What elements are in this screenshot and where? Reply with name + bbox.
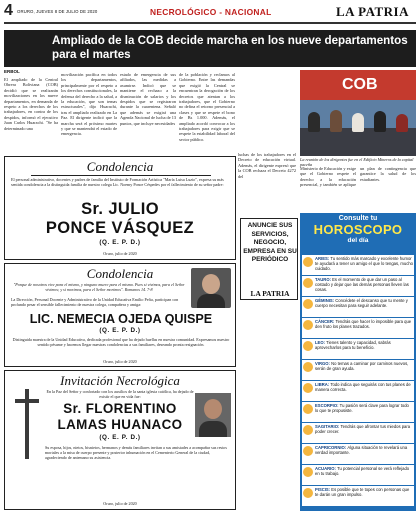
horoscope-title-line-1: Consulte tu bbox=[338, 215, 378, 222]
banner-text: COB bbox=[342, 76, 378, 93]
rip-text: (Q. E. P. D.) bbox=[99, 434, 141, 441]
horoscope-sign bbox=[302, 381, 414, 401]
notice-footer: Oruro, julio de 2020 bbox=[103, 359, 137, 364]
horoscope-sign-text bbox=[315, 487, 413, 497]
horoscope-sign bbox=[302, 297, 414, 317]
sign-name: LEO: bbox=[315, 340, 327, 345]
horoscope-sign-text bbox=[315, 277, 413, 292]
sign-prediction: Tu pasión será clave para lograr todo lo que te propusiste. bbox=[315, 403, 409, 413]
sign-prediction: Todo indica que seguirás con tus planes de manera correcta. bbox=[315, 382, 411, 392]
notice-title: Invitación Necrológica bbox=[60, 373, 180, 388]
condolence-notice-1 bbox=[4, 156, 236, 260]
notice-body: Distinguida maestra de la Unidad Educativa, dedicada profesional que ha dejado huellas en nuestra comunidad. Expresamos nuestro sentido pésame y hacemos llegar nuestras condolencias a sus familiares, deseando pronta resignación. bbox=[12, 337, 230, 347]
deceased-name-line-1: Sr. FLORENTINO bbox=[63, 401, 177, 416]
horoscope-title-line-2: HOROSCOPO bbox=[313, 222, 403, 237]
horoscope-sign bbox=[302, 444, 414, 464]
newspaper-logo: LA PATRIA bbox=[336, 4, 409, 19]
horoscope-title-line-3: del día bbox=[347, 237, 369, 244]
photo-table bbox=[300, 128, 416, 156]
sign-prediction: Es posible que te topes con personas que te darán un gran impulso. bbox=[315, 487, 410, 497]
horoscope-panel bbox=[300, 213, 416, 511]
ad-logo: LA PATRIA bbox=[250, 289, 290, 298]
title-rule bbox=[31, 175, 211, 176]
photo-shoulders bbox=[197, 294, 225, 308]
sign-name: ACUARIO: bbox=[315, 466, 338, 471]
person-figure bbox=[308, 112, 320, 132]
zodiac-icon bbox=[303, 341, 313, 351]
sign-prediction: Tendrás que afrontar tus miedos para poder crecer. bbox=[315, 424, 411, 434]
zodiac-icon bbox=[303, 278, 313, 288]
horoscope-sign bbox=[302, 360, 414, 380]
sign-name: SAGITARIO: bbox=[315, 424, 341, 429]
sign-name: PISCIS: bbox=[315, 487, 332, 492]
horoscope-sign-text bbox=[315, 466, 413, 476]
zodiac-icon bbox=[303, 467, 313, 477]
horoscope-sign bbox=[302, 255, 414, 275]
person-figure bbox=[396, 114, 408, 132]
sign-name: CAPRICORNIO: bbox=[315, 445, 348, 450]
header-divider bbox=[4, 22, 416, 24]
horoscope-sign-text bbox=[315, 361, 413, 371]
horoscope-sign bbox=[302, 465, 414, 485]
zodiac-icon bbox=[303, 425, 313, 435]
ad-text: ANUNCIE SUS SERVICIOS, NEGOCIO, EMPRESA EN SU PERIÓDICO bbox=[243, 222, 297, 264]
deceased-name: LIC. NEMECIA OJEDA QUISPE bbox=[29, 312, 213, 326]
article-photo bbox=[300, 70, 416, 156]
person-figure bbox=[330, 110, 342, 132]
notice-footer: Oruro, julio de 2020 bbox=[103, 251, 137, 256]
zodiac-icon bbox=[303, 320, 313, 330]
horoscope-sign bbox=[302, 339, 414, 359]
deceased-name-line-1: Sr. JULIO bbox=[81, 200, 159, 218]
notice-intro: En la Paz del Señor y confortado con los auxilios de la santa iglesia católica, ha dejado de existir el que en vida fue: bbox=[46, 389, 194, 399]
horoscope-sign-text bbox=[315, 382, 413, 392]
zodiac-icon bbox=[303, 383, 313, 393]
sign-prediction: Alguna situación te revelará una verdad importante. bbox=[315, 445, 408, 455]
sign-name: CÁNCER: bbox=[315, 319, 336, 324]
horoscope-sign-text bbox=[315, 445, 413, 455]
sign-prediction: No temas a caminar por caminos nuevos, serán de gran ayuda. bbox=[315, 361, 409, 371]
necrology-invitation bbox=[4, 370, 236, 510]
horoscope-sign-text bbox=[315, 340, 413, 350]
article-column-3: estado de emergencia de sus afiliados, las medidas a asumirse. Indicó que se mantiene el rechazo a la disminución de salarios y los despidos que se registraron durante la cuarentena. Señaló que además se exigirá una Agenda Nacional de lucha de 13 puntos, que incluye necesidades bbox=[120, 72, 176, 126]
horoscope-sign bbox=[302, 402, 414, 422]
horoscope-sign bbox=[302, 276, 414, 296]
sign-name: LIBRA: bbox=[315, 382, 331, 387]
advertisement-box bbox=[240, 218, 298, 300]
sign-prediction: Es el momento de que dar un paso al costado y dejar que las demás personas lleven las cosas. bbox=[315, 277, 409, 292]
bible-verse: "Porque de nosotros vive para el mismo, y ninguno muere para el mismo. Pues si vivimos, para el Señor vivimos; y si morimos, para el Señor morimos". Romanos 14. 7-8 bbox=[13, 282, 185, 292]
person-figure bbox=[352, 113, 364, 132]
zodiac-icon bbox=[303, 446, 313, 456]
sign-prediction: Tienes talento y capacidad, sabrás aprovecharlos para tu beneficio. bbox=[315, 340, 391, 350]
person-figure bbox=[374, 111, 386, 132]
section-title: NECROLÓGICO - NACIONAL bbox=[150, 7, 272, 17]
sign-name: ARIES: bbox=[315, 256, 331, 261]
rip-text: (Q. E. P. D.) bbox=[99, 239, 141, 246]
horoscope-sign bbox=[302, 318, 414, 338]
deceased-photo bbox=[191, 268, 231, 308]
notice-body: Su esposa, hijos, nietos, bisnietos, hermanos y demás familiares invitan a sus amistades a acompañar sus restos mortales a la misa de cuerpo presente y posterior inhumación en el Cementerio General de la ciudad, agradeciendo de antemano su asistencia. bbox=[45, 445, 227, 460]
article-column-6: Ministerio de Educación y exige que el Gobierno respete el derecho a la educación presencial, y también se aplique un plan de contingencia que garantice la salud de los estudiantes. bbox=[300, 166, 416, 188]
zodiac-icon bbox=[303, 404, 313, 414]
horoscope-sign bbox=[302, 423, 414, 443]
horoscope-sign-text bbox=[315, 403, 413, 413]
sign-prediction: Concédete el descanso que tu mente y cuerpo necesitan para seguir adelante. bbox=[315, 298, 408, 308]
zodiac-icon bbox=[303, 362, 313, 372]
sign-prediction: Tendrás que hacer lo imposible para que den fruto los planes trazados. bbox=[315, 319, 412, 329]
zodiac-icon bbox=[303, 488, 313, 498]
horoscope-sign-text bbox=[315, 319, 413, 329]
issue-date: ORURO, JUEVES 8 DE JULIO DE 2020 bbox=[17, 9, 98, 14]
article-column-4: de la población y reclamos al Gobierno. Entre las demandas que exigió la Central se encuentran la derogación de los decretos que atentan a los trabajadores, que el Gobierno no defina el retorno presencial a clases y que se respete el bono de Bs 1.000. Además, el ampliado acordó convocar a los trabajadores para exigir que se respete la estabilidad laboral del sector público. bbox=[179, 72, 235, 142]
sign-prediction: Tu potencial personal se verá reflejado en tu trabajo. bbox=[315, 466, 410, 476]
horoscope-sign-text bbox=[315, 424, 413, 434]
sign-prediction: Tu sentido más marcado y excelente humor te ayudará a tener un amigo el que lo tengas, mucho cuidado. bbox=[315, 256, 414, 271]
deceased-name-line-2: LAMAS HUANACO bbox=[57, 417, 183, 432]
photo-caption: La reunión de los dirigentes fue en el Edificio Mineros de la capital paceña bbox=[300, 157, 414, 167]
horoscope-title bbox=[300, 215, 416, 244]
sign-name: TAURO: bbox=[315, 277, 333, 282]
notice-footer: Oruro, julio de 2020 bbox=[103, 501, 137, 506]
condolence-notice-2 bbox=[4, 263, 236, 367]
horoscope-sign bbox=[302, 486, 414, 506]
article-byline: ERBOL bbox=[4, 69, 20, 74]
notice-title: Condolencia bbox=[86, 266, 154, 281]
notice-intro: El personal administrativo, docentes y padres de familia del Instituto de Formación Artística "María Luisa Luzio", expresa su más sentida condolencia a la distinguida familia de nuestro colega Lic. Noemy Ponce Céspedes por el fallecimiento de su señor padre: bbox=[11, 177, 224, 187]
sign-name: GÉMINIS: bbox=[315, 298, 336, 303]
notice-intro: La Dirección, Personal Docente y Administrativo de la Unidad Educativa Emilio Pefia, participan con profundo pesar el sensible fallecimiento de nuestra colega, compañera y amiga: bbox=[11, 297, 179, 307]
zodiac-icon bbox=[303, 299, 313, 309]
rip-text: (Q. E. P. D.) bbox=[99, 327, 141, 334]
article-column-2: movilización pacífica en todos los departamentos, principalmente por el respeto a los derechos constitucionales, la defensa del derecho a la salud, a la educación, que son temas estructurales", dijo Huarachi, tras el ampliado realizado en La Paz. El dirigente indicó que la marcha será el próximo martes y que se mantendrá el estado de emergencia. bbox=[61, 72, 117, 137]
horoscope-sign-text bbox=[315, 298, 413, 308]
notice-title: Condolencia bbox=[86, 159, 154, 174]
article-column-5: luchas de los trabajadores en el Decreto de educación virtual. Además, el dirigente expresó que la COB rechaza el Decreto 4272 del bbox=[238, 152, 296, 179]
article-headline: Ampliado de la COB decide marcha en los nueve departamentos para el martes bbox=[4, 30, 416, 67]
horoscope-sign-text bbox=[315, 256, 413, 271]
sign-name: ESCORPIO: bbox=[315, 403, 340, 408]
zodiac-icon bbox=[303, 257, 313, 267]
deceased-name-line-2: PONCE VÁSQUEZ bbox=[45, 219, 195, 237]
article-column-1: El ampliado de la Central Obrera Boliviana (COB) decidió que se realizarán movilizaciones en los nueve departamentos, en demanda de respeto a los derechos de los trabajadores, en contra de los despidos, informó el ejecutivo Juan Carlos Huarachi. "Se ha determinado una bbox=[4, 77, 58, 131]
sign-name: VIRGO: bbox=[315, 361, 332, 366]
photo-face bbox=[202, 274, 220, 294]
page-number: 4 bbox=[4, 2, 13, 19]
